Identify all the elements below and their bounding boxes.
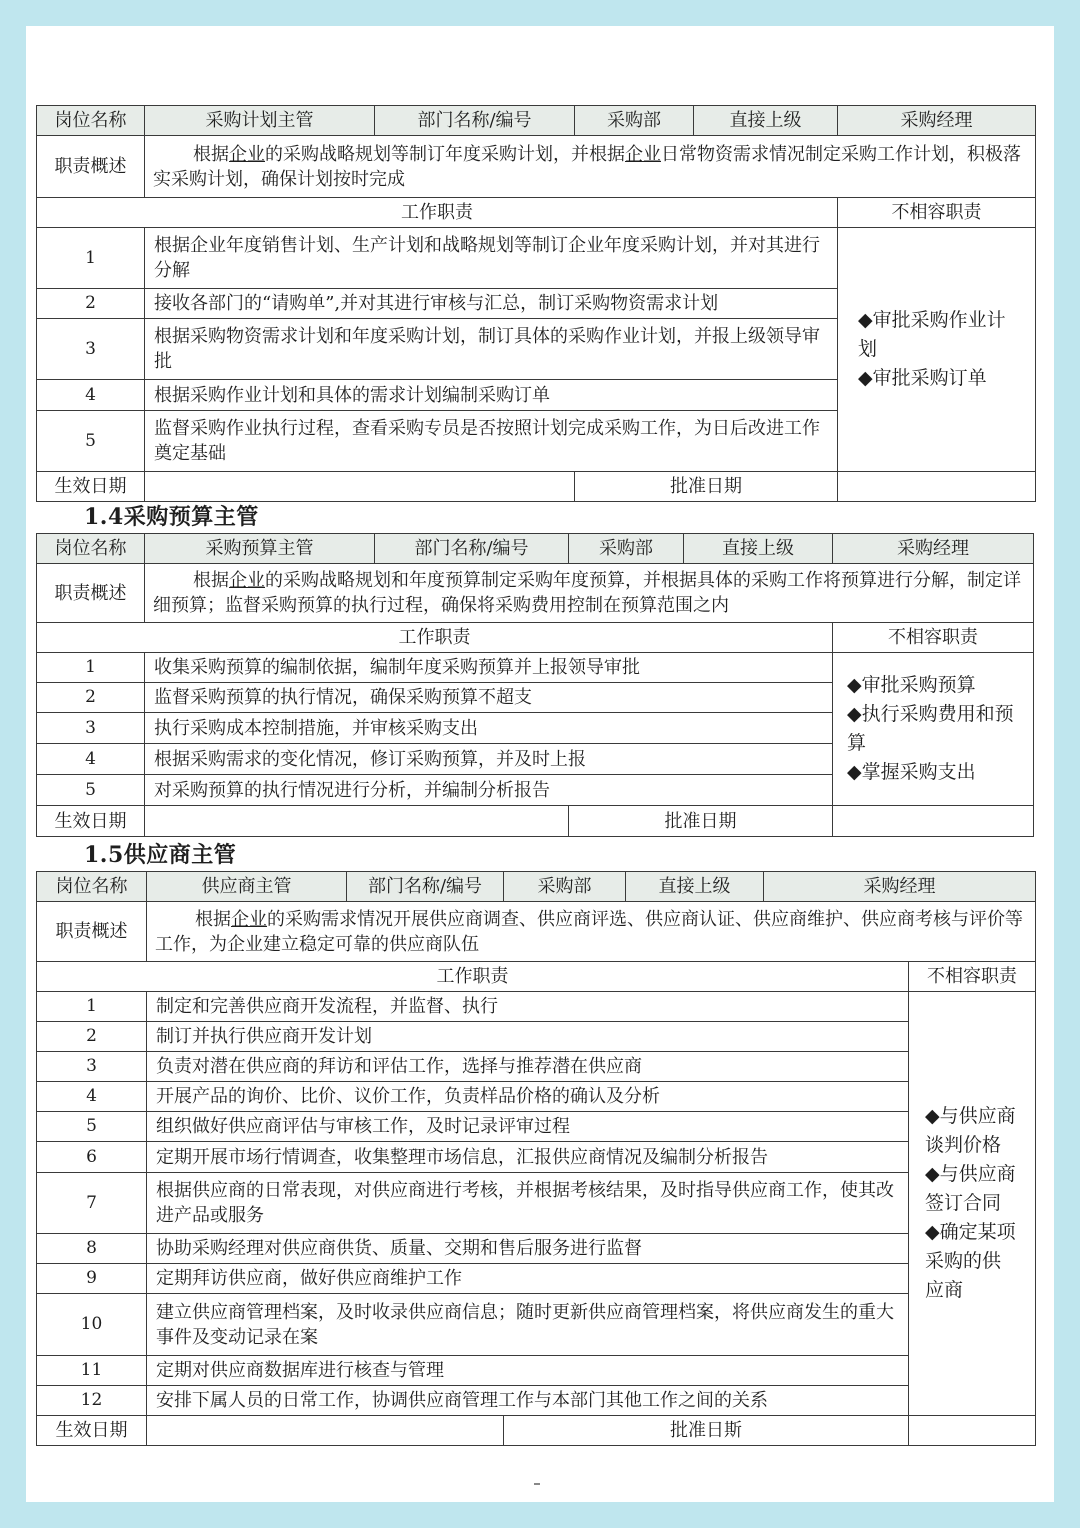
section-heading: 1.5供应商主管 — [84, 842, 237, 868]
duty-text: 根据采购作业计划和具体的需求计划编制采购订单 — [145, 380, 838, 411]
summary-text: 根据企业的采购战略规划等制订年度采购计划，并根据企业日常物资需求情况制定采购工作计划，积极落实采购计划，确保计划按时完成 — [145, 136, 1036, 198]
duty-number: 4 — [37, 744, 145, 775]
superior-label: 直接上级 — [684, 534, 833, 564]
approval-date-value — [838, 472, 1036, 502]
duty-text: 制订并执行供应商开发计划 — [147, 1022, 909, 1052]
approval-date-value — [909, 1416, 1036, 1446]
approval-date-label: 批准日斯 — [504, 1416, 909, 1446]
department-label: 部门名称/编号 — [347, 872, 504, 902]
incompatible-header: 不相容职责 — [833, 623, 1034, 653]
duty-text: 负责对潜在供应商的拜访和评估工作，选择与推荐潜在供应商 — [147, 1052, 909, 1082]
incompatible-item: ◆与供应商谈判价格 — [925, 1105, 1016, 1156]
duty-number: 3 — [37, 1052, 147, 1082]
position-name-label: 岗位名称 — [37, 872, 147, 902]
position-table-supplier — [36, 871, 1035, 1446]
incompatible-item: ◆审批采购订单 — [858, 367, 987, 389]
effective-date-value — [145, 472, 575, 502]
duty-text: 定期拜访供应商，做好供应商维护工作 — [147, 1264, 909, 1294]
duty-text: 根据采购需求的变化情况，修订采购预算，并及时上报 — [145, 744, 833, 775]
duty-text: 对采购预算的执行情况进行分析，并编制分析报告 — [145, 775, 833, 806]
effective-date-value — [147, 1416, 504, 1446]
summary-label: 职责概述 — [37, 564, 145, 623]
duty-number: 10 — [37, 1294, 147, 1356]
position-name-label: 岗位名称 — [37, 106, 145, 136]
duty-text: 定期对供应商数据库进行核查与管理 — [147, 1356, 909, 1386]
position-name-value: 供应商主管 — [147, 872, 347, 902]
position-name-value: 采购计划主管 — [145, 106, 375, 136]
duties-header: 工作职责 — [37, 962, 909, 992]
duty-text: 组织做好供应商评估与审核工作，及时记录评审过程 — [147, 1112, 909, 1142]
duty-number: 1 — [37, 653, 145, 683]
duties-header: 工作职责 — [37, 623, 833, 653]
duty-text: 根据采购物资需求计划和年度采购计划，制订具体的采购作业计划，并报上级领导审批 — [145, 319, 838, 380]
duty-number: 1 — [37, 992, 147, 1022]
effective-date-label: 生效日期 — [37, 472, 145, 502]
position-name-value: 采购预算主管 — [145, 534, 375, 564]
duty-text: 接收各部门的“请购单”,并对其进行审核与汇总，制订采购物资需求计划 — [145, 289, 838, 319]
document-page — [26, 26, 1054, 1502]
incompatible-item: ◆掌握采购支出 — [847, 761, 976, 783]
duty-number: 2 — [37, 289, 145, 319]
superior-label: 直接上级 — [626, 872, 764, 902]
incompatible-header: 不相容职责 — [909, 962, 1036, 992]
duty-text: 协助采购经理对供应商供货、质量、交期和售后服务进行监督 — [147, 1234, 909, 1264]
summary-label: 职责概述 — [37, 136, 145, 198]
position-table-purchase-budget — [36, 533, 1033, 837]
effective-date-label: 生效日期 — [37, 1416, 147, 1446]
duty-number: 2 — [37, 683, 145, 713]
duty-number: 5 — [37, 411, 145, 472]
duty-number: 3 — [37, 713, 145, 744]
duty-text: 定期开展市场行情调查，收集整理市场信息，汇报供应商情况及编制分析报告 — [147, 1142, 909, 1173]
summary-text: 根据企业的采购战略规划和年度预算制定采购年度预算，并根据具体的采购工作将预算进行分解，制定详细预算；监督采购预算的执行过程，确保将采购费用控制在预算范围之内 — [145, 564, 1034, 623]
duty-text: 建立供应商管理档案，及时收录供应商信息；随时更新供应商管理档案，将供应商发生的重大事件及变动记录在案 — [147, 1294, 909, 1356]
position-table-purchase-plan — [36, 105, 1035, 502]
effective-date-value — [145, 806, 569, 837]
duty-text: 制定和完善供应商开发流程，并监督、执行 — [147, 992, 909, 1022]
duty-number: 2 — [37, 1022, 147, 1052]
effective-date-label: 生效日期 — [37, 806, 145, 837]
duty-text: 执行采购成本控制措施，并审核采购支出 — [145, 713, 833, 744]
incompatible-item: ◆确定某项采购的供应商 — [925, 1221, 1016, 1301]
duty-text: 监督采购预算的执行情况，确保采购预算不超支 — [145, 683, 833, 713]
duty-number: 11 — [37, 1356, 147, 1386]
duty-number: 5 — [37, 775, 145, 806]
superior-label: 直接上级 — [694, 106, 838, 136]
incompatible-duties — [833, 653, 1034, 806]
duty-number: 8 — [37, 1234, 147, 1264]
duties-header: 工作职责 — [37, 198, 838, 228]
duty-text: 收集采购预算的编制依据，编制年度采购预算并上报领导审批 — [145, 653, 833, 683]
incompatible-item: ◆审批采购作业计划 — [858, 309, 1006, 360]
duty-text: 监督采购作业执行过程，查看采购专员是否按照计划完成采购工作，为日后改进工作奠定基础 — [145, 411, 838, 472]
incompatible-item: ◆审批采购预算 — [847, 674, 976, 696]
duty-number: 12 — [37, 1386, 147, 1416]
incompatible-item: ◆执行采购费用和预算 — [847, 703, 1014, 754]
incompatible-duties — [838, 228, 1036, 472]
duty-number: 1 — [37, 228, 145, 289]
page-mark — [534, 1483, 540, 1485]
department-label: 部门名称/编号 — [375, 106, 575, 136]
duty-number: 5 — [37, 1112, 147, 1142]
incompatible-header: 不相容职责 — [838, 198, 1036, 228]
department-label: 部门名称/编号 — [375, 534, 569, 564]
duty-text: 根据企业年度销售计划、生产计划和战略规划等制订企业年度采购计划，并对其进行分解 — [145, 228, 838, 289]
duty-text: 开展产品的询价、比价、议价工作，负责样品价格的确认及分析 — [147, 1082, 909, 1112]
department-value: 采购部 — [504, 872, 626, 902]
duty-number: 6 — [37, 1142, 147, 1173]
incompatible-duties — [909, 992, 1036, 1416]
approval-date-label: 批准日期 — [575, 472, 838, 502]
superior-value: 采购经理 — [833, 534, 1034, 564]
summary-text: 根据企业的采购需求情况开展供应商调查、供应商评选、供应商认证、供应商维护、供应商考核与评价等工作，为企业建立稳定可靠的供应商队伍 — [147, 902, 1036, 962]
position-name-label: 岗位名称 — [37, 534, 145, 564]
duty-number: 4 — [37, 380, 145, 411]
duty-number: 9 — [37, 1264, 147, 1294]
approval-date-label: 批准日期 — [569, 806, 833, 837]
duty-text: 根据供应商的日常表现，对供应商进行考核，并根据考核结果，及时指导供应商工作，使其改进产品或服务 — [147, 1173, 909, 1234]
summary-label: 职责概述 — [37, 902, 147, 962]
department-value: 采购部 — [575, 106, 694, 136]
duty-number: 4 — [37, 1082, 147, 1112]
duty-text: 安排下属人员的日常工作，协调供应商管理工作与本部门其他工作之间的关系 — [147, 1386, 909, 1416]
superior-value: 采购经理 — [838, 106, 1036, 136]
incompatible-item: ◆与供应商签订合同 — [925, 1163, 1016, 1214]
approval-date-value — [833, 806, 1034, 837]
department-value: 采购部 — [569, 534, 684, 564]
superior-value: 采购经理 — [764, 872, 1036, 902]
duty-number: 7 — [37, 1173, 147, 1234]
section-heading: 1.4采购预算主管 — [84, 504, 259, 530]
duty-number: 3 — [37, 319, 145, 380]
